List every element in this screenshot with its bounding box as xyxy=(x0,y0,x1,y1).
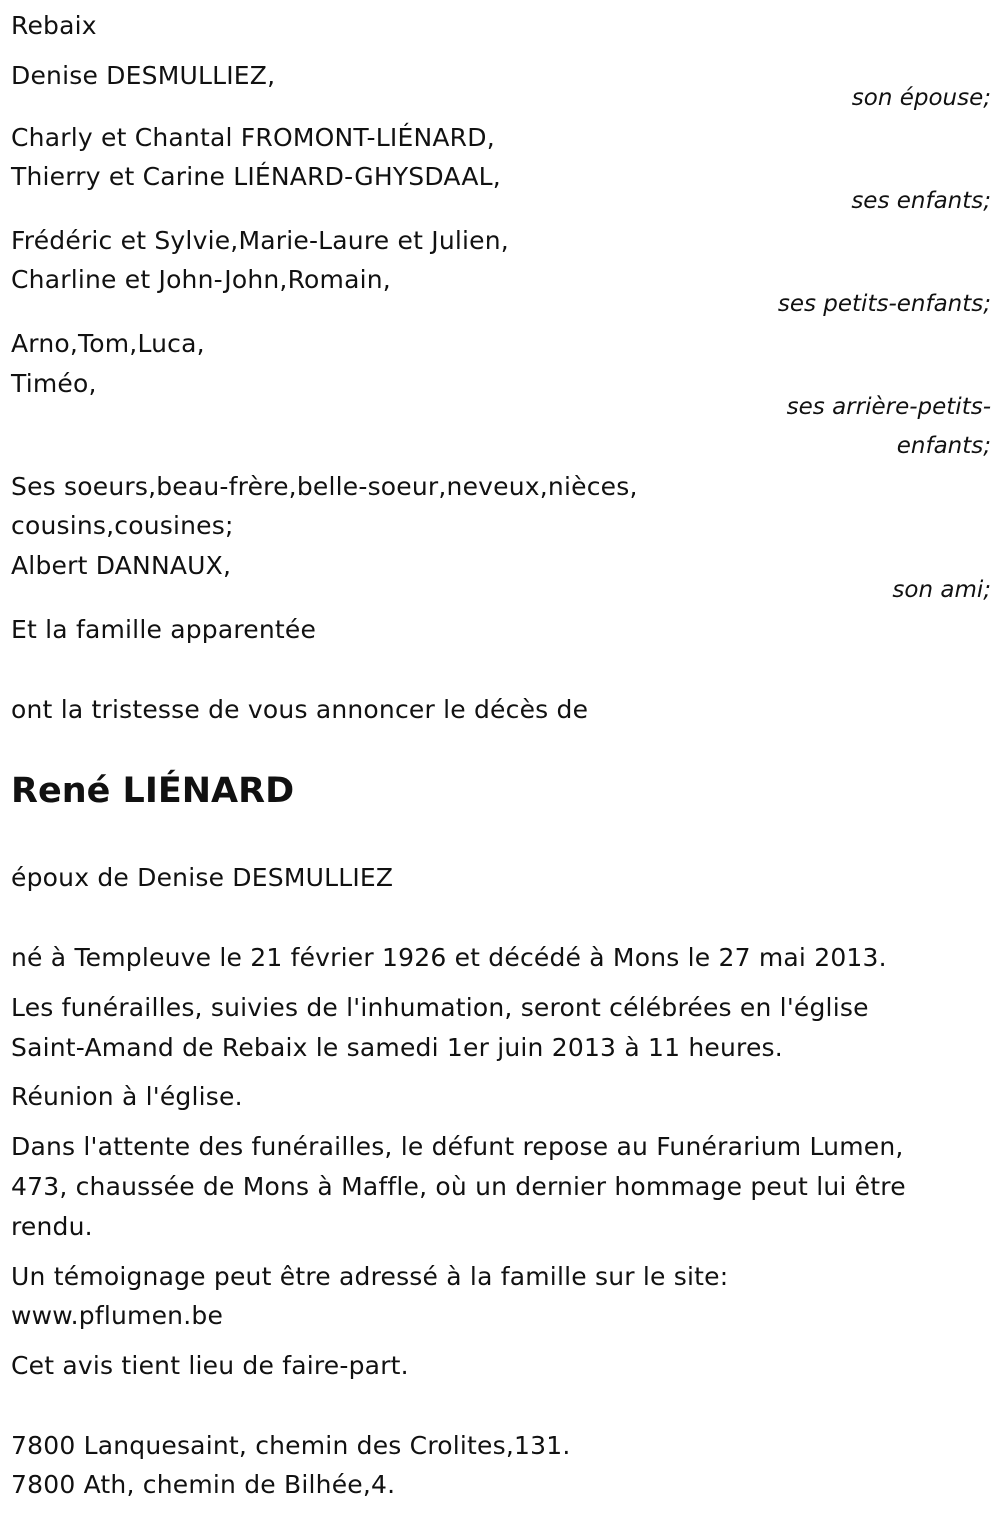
spouse-role: son épouse; xyxy=(851,85,991,111)
grandchildren-role: ses petits-enfants; xyxy=(777,291,991,317)
repose-line: rendu. xyxy=(11,1212,93,1241)
announcement-text: ont la tristesse de vous annoncer le décès de xyxy=(11,695,589,724)
place-heading: Rebaix xyxy=(11,11,97,40)
relatives-line: Ses soeurs,beau-frère,belle-soeur,neveux,nièces, xyxy=(11,472,638,501)
deceased-name: René LIÉNARD xyxy=(11,771,295,811)
spouse-name: Denise DESMULLIEZ, xyxy=(11,61,276,90)
address-line: 7800 Lanquesaint, chemin des Crolites,131. xyxy=(11,1431,571,1460)
great-grandchildren-role: enfants; xyxy=(896,433,991,459)
grandchildren-line: Charline et John-John,Romain, xyxy=(11,265,391,294)
children-role: ses enfants; xyxy=(851,188,991,214)
friend-name: Albert DANNAUX, xyxy=(11,551,232,580)
children-line: Thierry et Carine LIÉNARD-GHYSDAAL, xyxy=(11,162,501,191)
children-line: Charly et Chantal FROMONT-LIÉNARD, xyxy=(11,123,495,152)
repose-line: Dans l'attente des funérailles, le défunt repose au Funérarium Lumen, xyxy=(11,1132,904,1161)
meeting-text: Réunion à l'église. xyxy=(11,1082,243,1111)
funeral-line: Les funérailles, suivies de l'inhumation, seront célébrées en l'église xyxy=(11,993,869,1022)
friend-role: son ami; xyxy=(892,577,991,603)
great-grandchildren-line: Timéo, xyxy=(11,369,97,398)
tribute-line: Un témoignage peut être adressé à la famille sur le site: xyxy=(11,1262,729,1291)
extended-family: Et la famille apparentée xyxy=(11,615,317,644)
funeral-line: Saint-Amand de Rebaix le samedi 1er juin 2013 à 11 heures. xyxy=(11,1033,783,1062)
great-grandchildren-line: Arno,Tom,Luca, xyxy=(11,329,205,358)
relatives-line: cousins,cousines; xyxy=(11,511,234,540)
birth-death-text: né à Templeuve le 21 février 1926 et décédé à Mons le 27 mai 2013. xyxy=(11,943,887,972)
grandchildren-line: Frédéric et Sylvie,Marie-Laure et Julien, xyxy=(11,226,509,255)
address-line: 7800 Ath, chemin de Bilhée,4. xyxy=(11,1470,396,1499)
notice-text: Cet avis tient lieu de faire-part. xyxy=(11,1351,409,1380)
tribute-website: www.pflumen.be xyxy=(11,1301,224,1330)
repose-line: 473, chaussée de Mons à Maffle, où un dernier hommage peut lui être xyxy=(11,1172,906,1201)
great-grandchildren-role: ses arrière-petits- xyxy=(786,394,991,420)
spouse-of-text: époux de Denise DESMULLIEZ xyxy=(11,863,394,892)
